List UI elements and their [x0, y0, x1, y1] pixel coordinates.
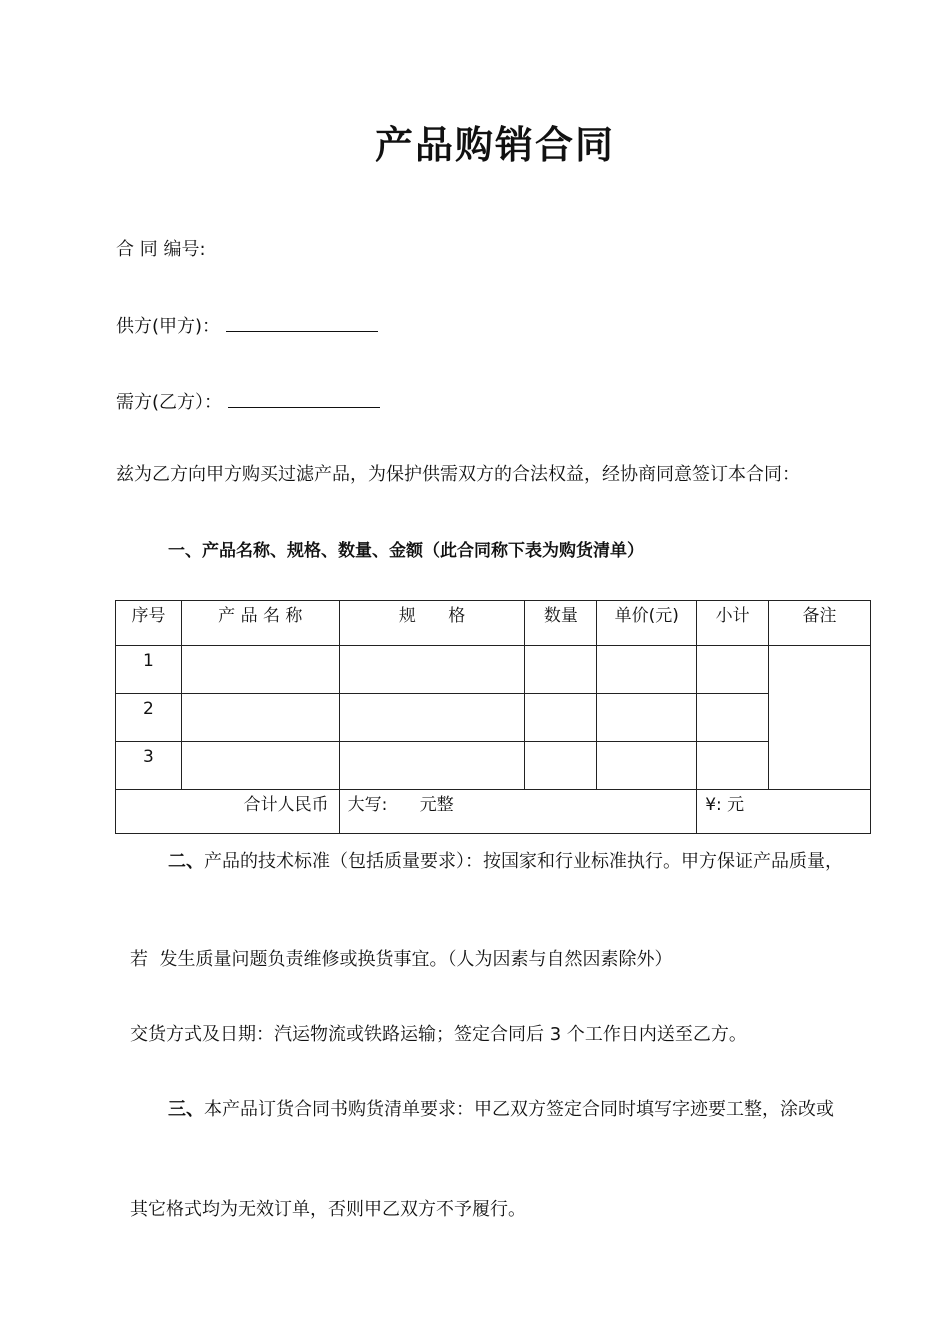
delivery-terms: 交货方式及日期：汽运物流或铁路运输；签定合同后 3 个工作日内送至乙方。 — [130, 1024, 747, 1045]
spec-cell[interactable] — [339, 694, 525, 742]
supplier-blank[interactable] — [226, 313, 378, 332]
row-number: 3 — [116, 742, 182, 790]
goods-table — [115, 600, 871, 834]
header-cell: 数量 — [525, 601, 597, 646]
section3-text: 本产品订货合同书购货清单要求：甲乙双方签定合同时填写字迹要工整，涂改或 — [204, 1099, 834, 1120]
unit-price-cell[interactable] — [597, 694, 697, 742]
buyer-blank[interactable] — [228, 389, 380, 408]
total-label: 合计人民币 — [116, 790, 340, 834]
total-yen-cell[interactable]: ¥: 元 — [697, 790, 871, 834]
header-cell: 规 格 — [339, 601, 525, 646]
quantity-cell[interactable] — [525, 742, 597, 790]
total-row — [116, 790, 871, 834]
table-row — [116, 694, 871, 742]
page-title: 产品购销合同 — [374, 123, 615, 167]
header-cell: 备注 — [769, 601, 871, 646]
header-cell: 产 品 名 称 — [181, 601, 339, 646]
section3-number: 三、 — [168, 1099, 204, 1120]
spec-cell[interactable] — [339, 646, 525, 694]
remarks-cell[interactable] — [769, 646, 871, 790]
section3-continuation: 其它格式均为无效订单，否则甲乙双方不予履行。 — [130, 1199, 526, 1220]
header-cell: 单价(元) — [597, 601, 697, 646]
section2-text: 产品的技术标准（包括质量要求）：按国家和行业标准执行。甲方保证产品质量， — [204, 851, 843, 872]
buyer-label: 需方(乙方）： — [116, 392, 223, 413]
section3-paragraph — [168, 1098, 834, 1122]
product-name-cell[interactable] — [181, 694, 339, 742]
buyer-line — [116, 389, 380, 415]
table-row — [116, 742, 871, 790]
subtotal-cell[interactable] — [697, 694, 769, 742]
supplier-label: 供方(甲方)： — [116, 316, 221, 337]
product-name-cell[interactable] — [181, 742, 339, 790]
contract-number-label: 合 同 编号: — [116, 239, 206, 260]
header-cell: 小计 — [697, 601, 769, 646]
table-header-row — [116, 601, 871, 646]
total-uppercase-cell[interactable]: 大写: 元整 — [339, 790, 697, 834]
intro-paragraph: 兹为乙方向甲方购买过滤产品，为保护供需双方的合法权益，经协商同意签订本合同： — [116, 464, 800, 485]
spec-cell[interactable] — [339, 742, 525, 790]
unit-price-cell[interactable] — [597, 646, 697, 694]
section2-number: 二、 — [168, 851, 204, 872]
table-row — [116, 646, 871, 694]
section1-heading: 一、产品名称、规格、数量、金额（此合同称下表为购货清单） — [168, 541, 644, 561]
section2-paragraph — [168, 850, 843, 874]
row-number: 1 — [116, 646, 182, 694]
quantity-cell[interactable] — [525, 694, 597, 742]
header-cell: 序号 — [116, 601, 182, 646]
supplier-line — [116, 313, 378, 339]
product-name-cell[interactable] — [181, 646, 339, 694]
quantity-cell[interactable] — [525, 646, 597, 694]
row-number: 2 — [116, 694, 182, 742]
unit-price-cell[interactable] — [597, 742, 697, 790]
subtotal-cell[interactable] — [697, 646, 769, 694]
section2-continuation: 若 发生质量问题负责维修或换货事宜。（人为因素与自然因素除外） — [130, 949, 673, 970]
subtotal-cell[interactable] — [697, 742, 769, 790]
